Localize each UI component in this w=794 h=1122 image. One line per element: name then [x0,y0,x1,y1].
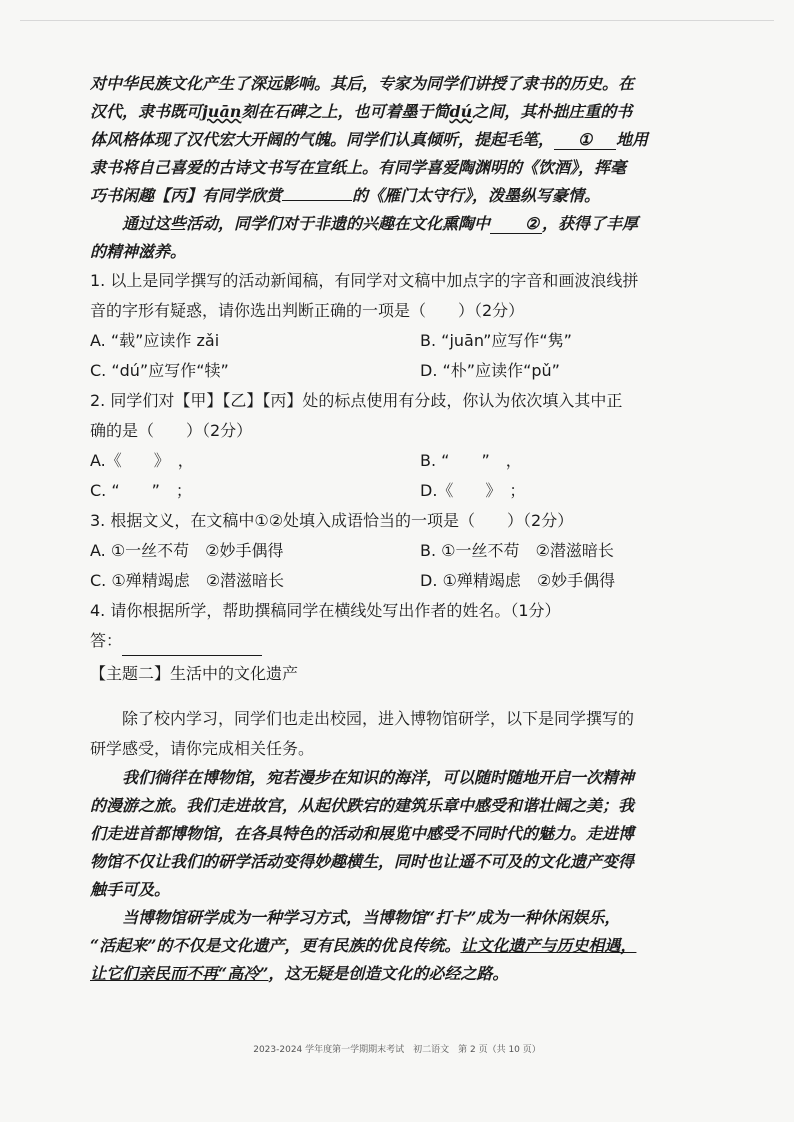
passage-line-1: 对中华民族文化产生了深远影响。其后，专家为同学们讲授了隶书的历史。在 [90,74,635,93]
section-2-intro-a: 除了校内学习，同学们也走出校园，进入博物馆研学，以下是同学撰写的 [122,709,635,728]
blank-2[interactable]: ② [490,215,542,234]
q1-option-b[interactable]: B. “juān”应写作“隽” [420,331,572,350]
q3-option-a[interactable]: A. ①一丝不苟 ②妙手偶得 [90,541,284,560]
top-divider [20,20,774,21]
question-3-options [90,536,730,596]
pinyin-du: dú [449,102,473,121]
question-4-answer [90,626,730,656]
section-2-intro-b: 研学感受，请你完成相关任务。 [90,739,315,758]
question-1-text-b: 音的字形有疑惑，请你选出判断正确的一项是（ ）（2分） [90,301,525,320]
passage-text: 地用 [616,130,649,149]
author-blank[interactable] [282,200,352,201]
passage-line-3 [90,126,730,154]
question-1-text-a: 1. 以上是同学撰写的活动新闻稿，有同学对文稿中加点字的字音和画波浪线拼 [90,271,639,290]
q3-option-b[interactable]: B. ①一丝不苟 ②潜滋暗长 [420,541,614,560]
answer-line[interactable] [122,637,262,656]
reflection-line-6: 当博物馆研学成为一种学习方式，当博物馆“打卡”成为一种休闲娱乐， [122,908,621,927]
passage-text: 的《雁门太守行》，泼墨纵写豪情。 [352,186,601,205]
reflection-text: “活起来”的不仅是文化遗产，更有民族的优良传统。 [90,936,461,955]
passage-text: 刻在石碑之上，也可着墨于简 [241,102,450,121]
q1-option-a[interactable]: A. “载”应读作 zǎi [90,331,220,350]
passage-text: 之间，其朴拙庄重的书 [472,102,633,121]
underlined-sentence-b: 让它们亲民而不再“高冷” [90,964,269,983]
reflection-text: ，这无疑是创造文化的必经之路。 [268,964,509,983]
q2-option-b[interactable]: B. “ ” ， [420,451,522,470]
reflection-line-2: 的漫游之旅。我们走进故宫，从起伏跌宕的建筑乐章中感受和谐壮阔之美；我 [90,796,635,815]
passage-text: ，获得了丰厚 [542,214,639,233]
pinyin-juan: juān [202,102,242,121]
q2-option-a[interactable]: A.《 》 ， [90,451,194,470]
reflection-line-3: 们走进首都博物馆，在各具特色的活动和展览中感受不同时代的魅力。走进博 [90,824,635,843]
question-2-text-a: 2. 同学们对【甲】【乙】【丙】处的标点使用有分歧，你认为依次填入其中正 [90,391,623,410]
passage-text: 通过这些活动，同学们对于非遗的兴趣在文化熏陶中 [122,214,491,233]
underlined-sentence-a: 让文化遗产与历史相遇， [460,936,637,955]
reflection-line-1: 我们徜徉在博物馆，宛若漫步在知识的海洋，可以随时随地开启一次精神 [122,768,635,787]
question-1-options [90,326,730,386]
passage-line-7: 的精神滋养。 [90,242,187,261]
passage-line-4: 隶书将自己喜爱的古诗文书写在宣纸上。有同学喜爱陶渊明的《饮酒》，挥毫 [90,158,627,177]
q1-option-c[interactable]: C. “dú”应写作“犊” [90,361,229,380]
passage-line-2 [90,98,730,126]
reflection-line-8 [90,960,730,988]
answer-label: 答： [90,631,123,650]
blank-1[interactable]: ① [554,131,616,150]
reflection-line-5: 触手可及。 [90,880,171,899]
section-2-heading: 【主题二】生活中的文化遗产 [90,664,299,683]
q2-option-d[interactable]: D.《 》 ； [420,481,526,500]
question-2-options [90,446,730,506]
reflection-line-4: 物馆不仅让我们的研学活动变得妙趣横生，同时也让遥不可及的文化遗产变得 [90,852,635,871]
passage-text: 汉代，隶书既可 [90,102,203,121]
q1-option-d[interactable]: D. “朴”应读作“pǔ” [420,361,560,380]
passage-line-6 [90,210,730,238]
passage-text: 巧书闲趣【丙】有同学欣赏 [90,186,283,205]
reflection-line-7 [90,932,730,960]
passage-line-5 [90,182,730,210]
q3-option-d[interactable]: D. ①殚精竭虑 ②妙手偶得 [420,571,616,590]
question-4-text: 4. 请你根据所学，帮助撰稿同学在横线处写出作者的姓名。（1分） [90,601,561,620]
passage-text: 体风格体现了汉代宏大开阔的气魄。同学们认真倾听，提起毛笔， [90,130,555,149]
page-content [90,70,730,988]
question-3-text: 3. 根据文义，在文稿中①②处填入成语恰当的一项是（ ）（2分） [90,511,574,530]
q3-option-c[interactable]: C. ①殚精竭虑 ②潜滋暗长 [90,571,285,590]
question-2-text-b: 确的是（ ）（2分） [90,421,253,440]
q2-option-c[interactable]: C. “ ” ； [90,481,192,500]
page-footer: 2023-2024 学年度第一学期期末考试 初二语文 第 2 页（共 10 页） [253,1045,541,1055]
